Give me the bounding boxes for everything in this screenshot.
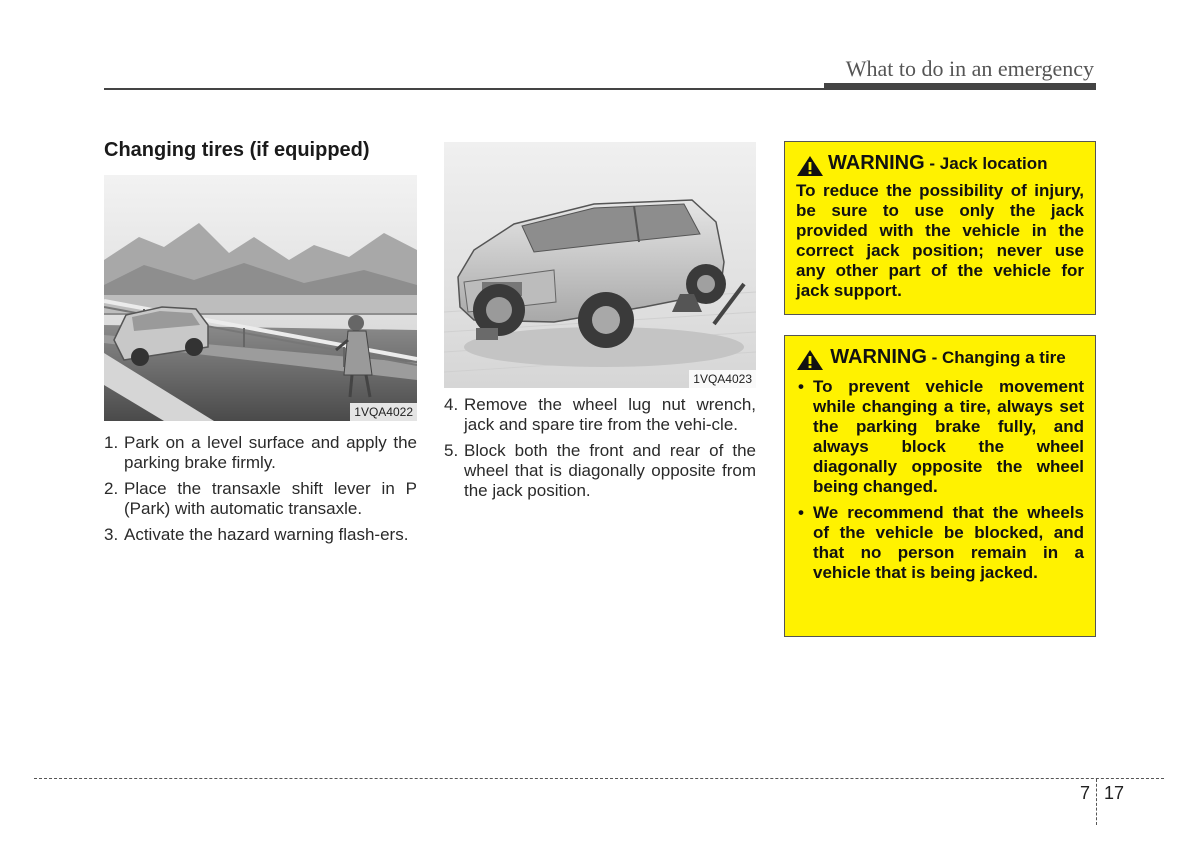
footer-page-divider <box>1096 779 1097 825</box>
warning-triangle-icon <box>796 349 824 371</box>
footer-divider <box>34 778 1164 779</box>
warning-heading <box>796 346 1084 371</box>
warning-subtitle: - Changing a tire <box>926 348 1066 367</box>
steps-list-left <box>104 433 417 551</box>
page-number: 17 <box>1104 783 1125 803</box>
warning-label: WARNING <box>828 152 925 174</box>
list-item: 2. Place the transaxle shift lever in P (Park) with automatic transaxle. <box>104 479 417 518</box>
header-rule-accent <box>824 83 1096 90</box>
warning-box-changing-tire <box>784 335 1096 637</box>
list-item: 3. Activate the hazard warning flash-ers. <box>104 525 409 544</box>
list-item: • We recommend that the wheels of the vehicle be blocked, and that no person remain in a vehicle that is being jacked. <box>796 503 1084 583</box>
warning-subtitle: - Jack location <box>924 154 1048 173</box>
figure-highway <box>104 175 417 421</box>
section-title: Changing tires (if equipped) <box>104 139 370 161</box>
warning-text: To reduce the possibility of injury, be sure to use only the jack provided with the vehicle in the correct jack position; never use any other part of the vehicle for jack support. <box>796 181 1084 300</box>
figure-jack <box>444 142 756 388</box>
list-item: 1. Park on a level surface and apply the parking brake firmly. <box>104 433 417 472</box>
warning-triangle-icon <box>796 155 824 177</box>
warning-heading <box>796 152 1084 177</box>
car-on-jack-illustration <box>444 142 756 388</box>
car-on-highway-illustration <box>104 175 417 421</box>
steps-list-middle <box>444 395 756 507</box>
list-item: 4. Remove the wheel lug nut wrench, jack and spare tire from the vehi-cle. <box>444 395 756 434</box>
warning-box-jack-location <box>784 141 1096 315</box>
list-item: • To prevent vehicle movement while changing a tire, always set the parking brake fully, and always block the wheel diagonally opposite the wheel being changed. <box>796 377 1084 497</box>
page-header-title: What to do in an emergency <box>845 56 1094 81</box>
figure-code: 1VQA4023 <box>689 370 756 388</box>
figure-code: 1VQA4022 <box>350 403 417 421</box>
list-item: 5. Block both the front and rear of the wheel that is diagonally opposite from the jack position. <box>444 441 756 500</box>
chapter-number: 7 <box>1080 783 1091 803</box>
warning-label: WARNING <box>830 346 927 368</box>
warning-bullets <box>796 377 1084 583</box>
